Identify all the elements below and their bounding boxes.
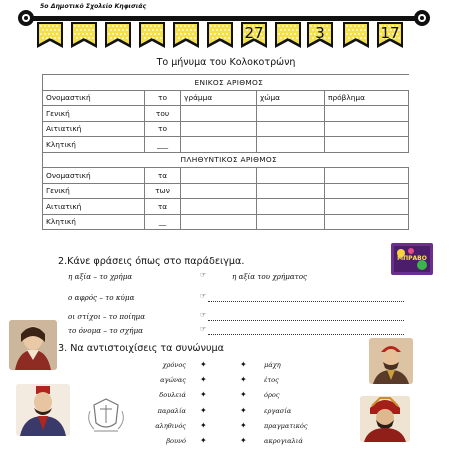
portrait-woman-image bbox=[9, 320, 57, 370]
table-row bbox=[43, 121, 409, 137]
table-row bbox=[43, 106, 409, 122]
right-word: πραγματικός bbox=[264, 421, 308, 430]
left-word: παραλία bbox=[157, 406, 186, 415]
noun-cell: πρόβλημα bbox=[325, 90, 409, 106]
bunting-flag bbox=[342, 21, 370, 49]
right-word: ακρογιαλιά bbox=[264, 437, 303, 445]
phrase-text: ο αφρός – το κύμα bbox=[68, 293, 135, 302]
match-dot-icon[interactable]: ✦ bbox=[240, 436, 247, 445]
exercise2-heading: 2.Κάνε φράσεις όπως στο παράδειγμα. bbox=[58, 256, 245, 267]
plural-rows bbox=[43, 168, 409, 230]
case-name: Γενική bbox=[43, 106, 145, 122]
right-word: έτος bbox=[264, 376, 279, 385]
match-dot-icon[interactable]: ✦ bbox=[200, 420, 207, 430]
match-dot-icon[interactable]: ✦ bbox=[200, 436, 207, 445]
noun-cell[interactable] bbox=[257, 106, 325, 122]
case-name: Κλητική bbox=[43, 137, 145, 153]
noun-cell[interactable] bbox=[257, 137, 325, 153]
noun-cell[interactable] bbox=[257, 199, 325, 215]
date-year: 17 bbox=[380, 24, 400, 42]
date-month: 3 bbox=[315, 24, 325, 42]
match-dot-icon[interactable]: ✦ bbox=[240, 420, 247, 430]
answer-line[interactable] bbox=[208, 301, 404, 302]
pointing-hand-icon: ☞ bbox=[200, 325, 207, 333]
portrait-hero-fez-image bbox=[369, 338, 413, 384]
noun-cell[interactable] bbox=[325, 106, 409, 122]
pointing-hand-icon: ☞ bbox=[200, 292, 207, 300]
phrase-text: οι στίχοι – το ποίημα bbox=[68, 312, 146, 321]
table-row bbox=[43, 199, 409, 215]
match-dot-icon[interactable]: ✦ bbox=[200, 390, 207, 400]
bunting-flag bbox=[138, 21, 166, 49]
noun-cell[interactable] bbox=[325, 214, 409, 230]
article: το bbox=[145, 121, 181, 137]
table-row bbox=[43, 137, 409, 153]
match-dot-icon[interactable]: ✦ bbox=[240, 390, 247, 400]
article: ___ bbox=[145, 137, 181, 153]
page-title: Το μήνυμα του Κολοκοτρώνη bbox=[156, 57, 296, 68]
table-row bbox=[43, 183, 409, 199]
article: των bbox=[145, 183, 181, 199]
bravo-badge bbox=[391, 243, 433, 275]
phrase-text: η αξία – το χρήμα bbox=[68, 272, 133, 281]
right-word: όρος bbox=[264, 391, 280, 400]
bunting-flag bbox=[172, 21, 200, 49]
noun-cell[interactable] bbox=[325, 183, 409, 199]
table-row bbox=[43, 90, 409, 106]
bunting-flag bbox=[274, 21, 302, 49]
noun-cell[interactable] bbox=[181, 137, 257, 153]
match-dot-icon[interactable]: ✦ bbox=[200, 405, 207, 415]
left-word: χρόνος bbox=[162, 361, 186, 369]
left-word: αληθινός bbox=[155, 421, 186, 430]
case-name: Γενική bbox=[43, 183, 145, 199]
right-word: μάχη bbox=[264, 361, 281, 369]
plural-header-row bbox=[43, 152, 409, 168]
case-name: Αιτιατική bbox=[43, 199, 145, 215]
table-row bbox=[43, 168, 409, 184]
noun-cell[interactable] bbox=[181, 121, 257, 137]
left-word: αγώνας bbox=[160, 376, 186, 385]
noun-cell[interactable] bbox=[257, 214, 325, 230]
case-name: Ονομαστική bbox=[43, 168, 145, 184]
declension-table bbox=[42, 74, 409, 230]
coat-of-arms-image bbox=[84, 393, 128, 438]
match-dot-icon[interactable]: ✦ bbox=[240, 405, 247, 415]
table-row bbox=[43, 214, 409, 230]
noun-cell[interactable] bbox=[257, 121, 325, 137]
exercise3-heading: 3. Να αντιστοιχίσεις τα συνώνυμα bbox=[58, 343, 224, 354]
portrait-kolokotronis-image bbox=[360, 396, 410, 442]
noun-cell[interactable] bbox=[325, 199, 409, 215]
noun-cell[interactable] bbox=[181, 214, 257, 230]
article: τα bbox=[145, 199, 181, 215]
singular-header-row bbox=[43, 75, 409, 91]
left-word: βουνό bbox=[166, 437, 186, 445]
noun-cell[interactable] bbox=[181, 199, 257, 215]
case-name: Κλητική bbox=[43, 214, 145, 230]
case-name: Αιτιατική bbox=[43, 121, 145, 137]
noun-cell: χώμα bbox=[257, 90, 325, 106]
left-word: δουλειά bbox=[159, 391, 186, 400]
school-name: 5ο Δημοτικό Σχολείο Κηφισιάς bbox=[40, 3, 147, 10]
example-answer: η αξία του χρήματος bbox=[232, 272, 308, 281]
singular-header: ΕΝΙΚΟΣ ΑΡΙΘΜΟΣ bbox=[181, 75, 409, 91]
article: __ bbox=[145, 214, 181, 230]
plural-header: ΠΛΗΘΥΝΤΙΚΟΣ ΑΡΙΘΜΟΣ bbox=[181, 152, 409, 168]
noun-cell[interactable] bbox=[325, 168, 409, 184]
bunting-flag bbox=[36, 21, 64, 49]
match-dot-icon[interactable]: ✦ bbox=[200, 360, 207, 369]
noun-cell[interactable] bbox=[325, 121, 409, 137]
article: το bbox=[145, 90, 181, 106]
noun-cell[interactable] bbox=[181, 183, 257, 199]
match-dot-icon[interactable]: ✦ bbox=[240, 375, 247, 385]
bunting-flag bbox=[104, 21, 132, 49]
match-dot-icon[interactable]: ✦ bbox=[200, 375, 207, 385]
pointing-hand-icon: ☞ bbox=[200, 311, 207, 319]
portrait-fighter-image bbox=[16, 384, 70, 436]
bravo-badge-text: ΜΠΡΑΒΟ bbox=[397, 255, 427, 262]
right-word: εργασία bbox=[264, 406, 292, 415]
noun-cell[interactable] bbox=[181, 106, 257, 122]
article: τα bbox=[145, 168, 181, 184]
match-dot-icon[interactable]: ✦ bbox=[240, 360, 247, 369]
singular-rows bbox=[43, 90, 409, 152]
noun-cell: γράμμα bbox=[181, 90, 257, 106]
phrase-text: το όνομα – το σχήμα bbox=[68, 326, 143, 335]
bunting-flag bbox=[206, 21, 234, 49]
noun-cell[interactable] bbox=[257, 183, 325, 199]
case-name: Ονομαστική bbox=[43, 90, 145, 106]
date-day: 27 bbox=[244, 24, 264, 42]
bunting-flag bbox=[70, 21, 98, 49]
noun-cell[interactable] bbox=[257, 168, 325, 184]
answer-line[interactable] bbox=[208, 334, 404, 335]
answer-line[interactable] bbox=[208, 320, 404, 321]
article: του bbox=[145, 106, 181, 122]
noun-cell[interactable] bbox=[325, 137, 409, 153]
pointing-hand-icon: ☞ bbox=[200, 271, 207, 279]
noun-cell[interactable] bbox=[181, 168, 257, 184]
